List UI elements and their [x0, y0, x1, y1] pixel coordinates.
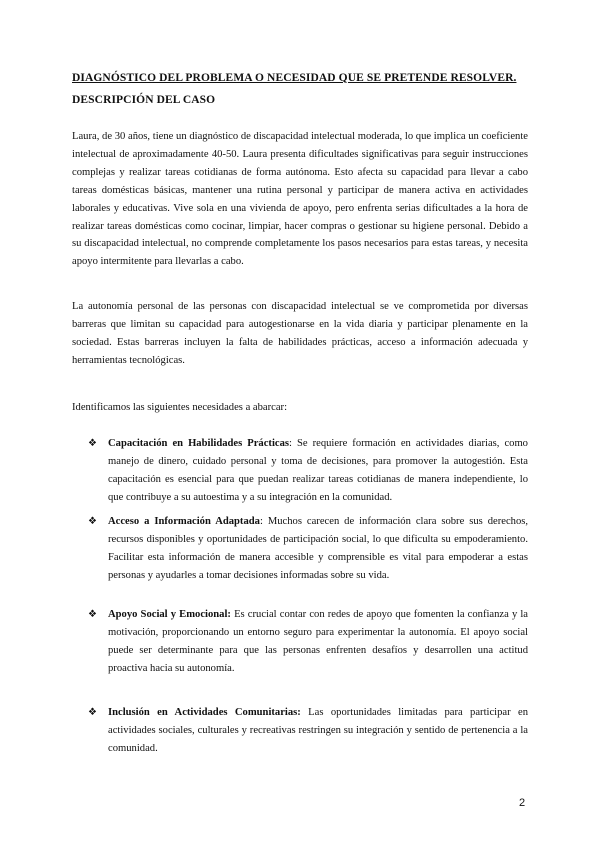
needs-list	[88, 0, 528, 848]
page-number: 2	[519, 797, 526, 809]
list-item-text: Es crucial contar con redes de apoyo que fomenten la confianza y la motivación, proporcionando un entorno seguro para experimentar la autonomía. El apoyo social puede ser determinante para que las personas enfrenten desafíos y desarrollen una actitud proactiva hacia su autonomía.	[108, 609, 529, 674]
list-item-text: : Muchos carecen de información clara sobre sus derechos, recursos disponibles y oportunidades de participación social, lo que dificulta su empoderamiento. Facilitar esta información de manera accesible y comprensible es vital para empoderar a estas personas y ayudarles a tomar decisiones informadas sobre su vida.	[108, 516, 529, 581]
list-item	[88, 513, 528, 585]
list-item-text: Las oportunidades limitadas para participar en actividades sociales, culturales y recreativas restringen su integración y sentido de pertenencia a la comunidad.	[108, 707, 528, 754]
diamond-bullet-icon: ❖	[88, 609, 97, 620]
list-item	[88, 435, 528, 507]
list-item	[88, 704, 528, 758]
list-item-text: : Se requiere formación en actividades diarias, como manejo de dinero, cuidado personal y toma de decisiones, para promover la autogestión. Esta capacitación es esencial para que puedan realizar tareas cotidianas de manera independiente, lo que contribuye a su autoestima y a su integración en la comunidad.	[108, 438, 528, 503]
barriers-paragraph: La autonomía personal de las personas con discapacidad intelectual se ve comprometida por diversas barreras que limitan su capacidad para autogestionarse en la vida diaria y participar plenamente en la sociedad. Estas barreras incluyen la falta de habilidades prácticas, acceso a información adecuada y herramientas tecnológicas.	[72, 301, 528, 366]
diamond-bullet-icon: ❖	[88, 438, 97, 449]
diamond-bullet-icon: ❖	[88, 707, 97, 718]
list-item-term: Capacitación en Habilidades Prácticas	[108, 438, 290, 449]
list-item	[88, 606, 528, 678]
needs-intro-paragraph: Identificamos las siguientes necesidades a abarcar:	[72, 402, 288, 413]
list-item-term: Apoyo Social y Emocional:	[108, 609, 231, 620]
list-item-term: Acceso a Información Adaptada	[108, 516, 260, 527]
list-item-term: Inclusión en Actividades Comunitarias:	[108, 707, 301, 718]
section-title: DIAGNÓSTICO DEL PROBLEMA O NECESIDAD QUE SE PRETENDE RESOLVER.	[72, 72, 517, 84]
diamond-bullet-icon: ❖	[88, 516, 97, 527]
section-subtitle: DESCRIPCIÓN DEL CASO	[72, 94, 216, 106]
case-description-paragraph: Laura, de 30 años, tiene un diagnóstico de discapacidad intelectual moderada, lo que implica un coeficiente intelectual de aproximadamente 40-50. Laura presenta dificultades significativas para seguir instrucciones complejas y realizar tareas cotidianas de forma autónoma. Esto afecta su capacidad para llevar a cabo tareas domésticas básicas, mantener una rutina personal y participar de manera activa en actividades laborales y educativas. Vive sola en una vivienda de apoyo, pero enfrenta serias dificultades a la hora de realizar tareas domésticas como cocinar, limpiar, hacer compras o gestionar su higiene personal. Debido a su discapacidad intelectual, no comprende completamente los pasos necesarios para estas tareas, y necesita apoyo intermitente para llevarlas a cabo.	[72, 131, 528, 268]
